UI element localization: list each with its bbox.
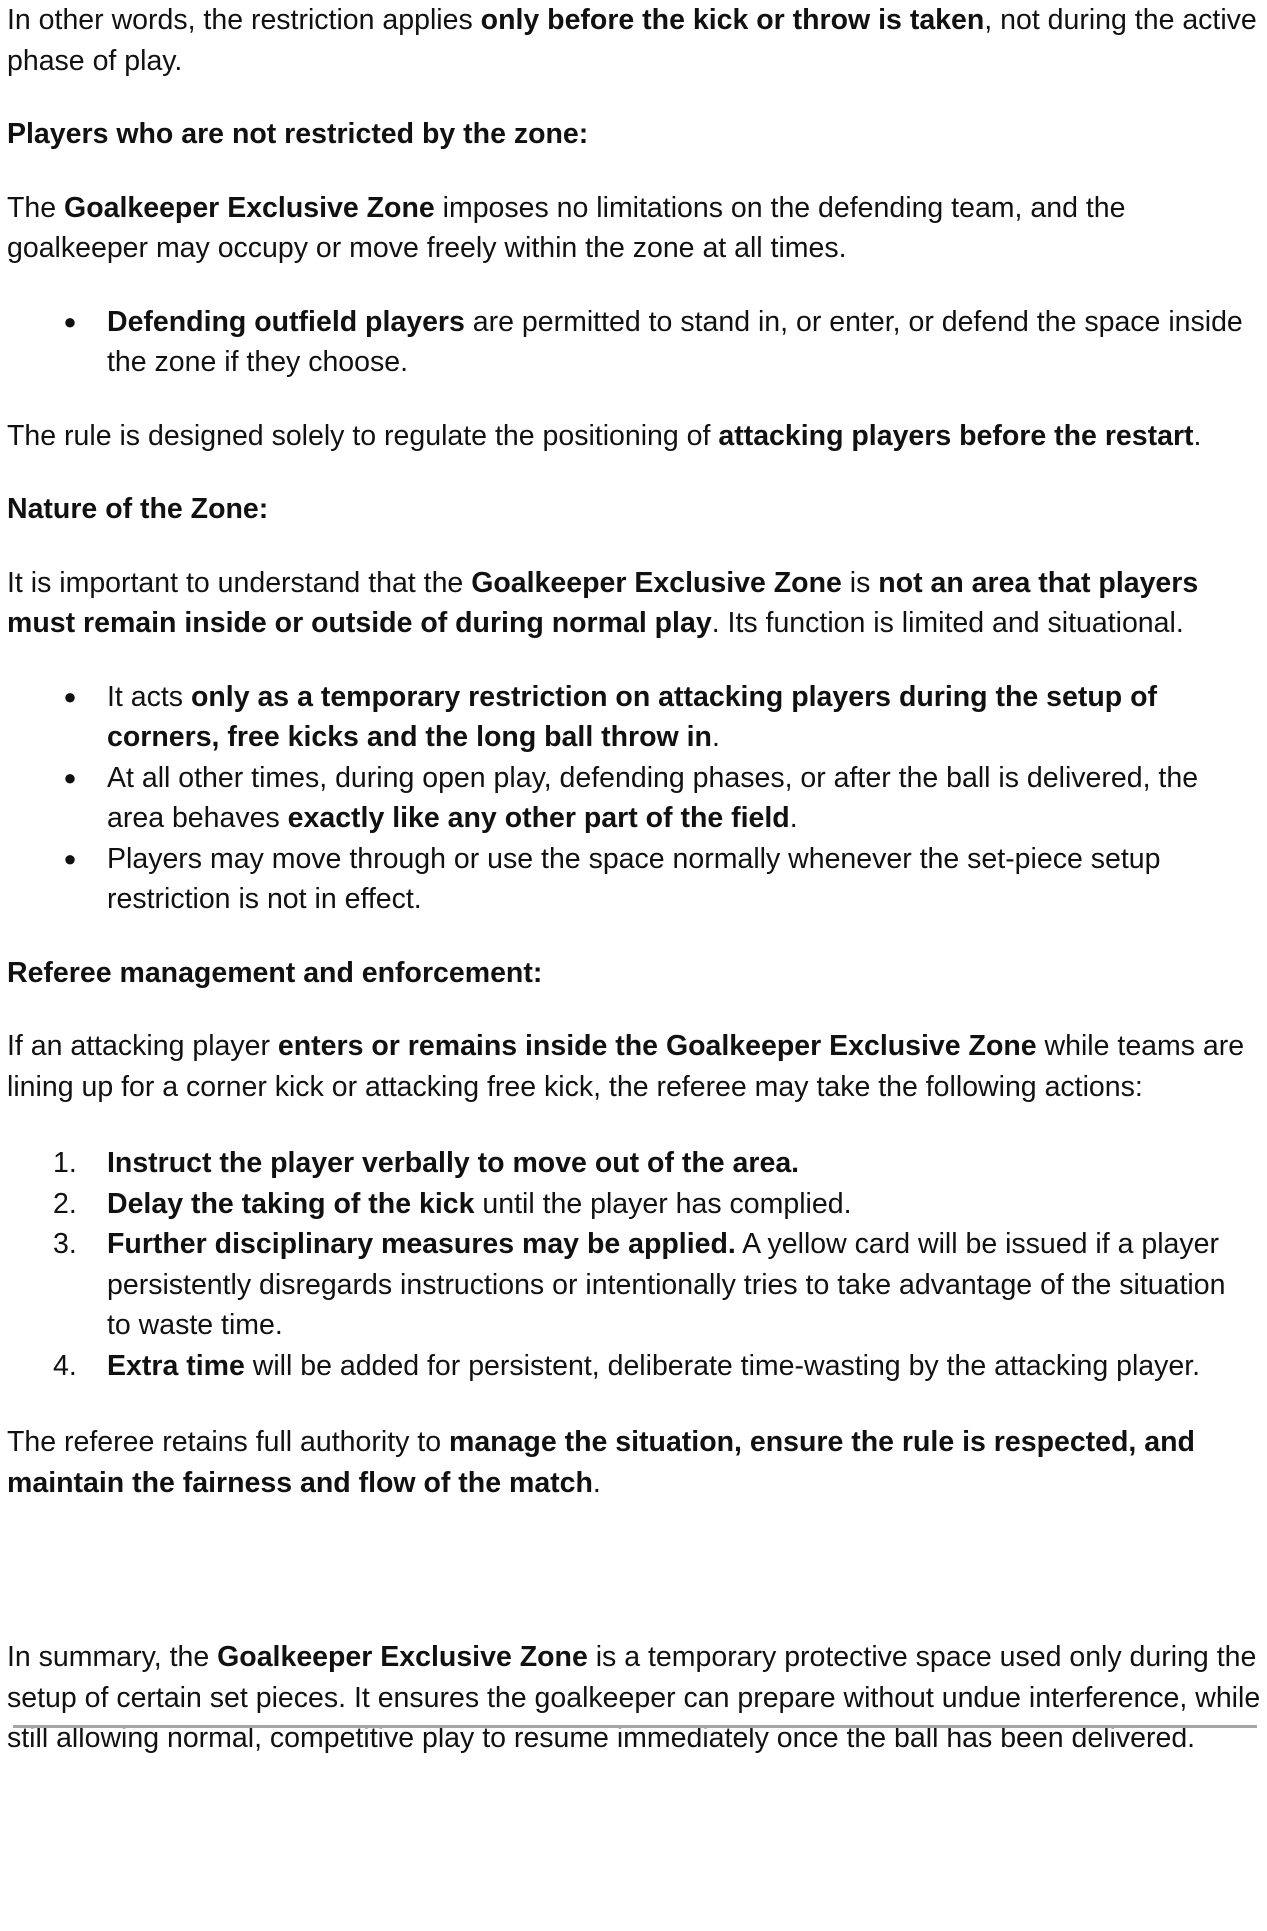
list-number: 2. [53, 1187, 77, 1220]
bold-text: Delay the taking of the kick [107, 1187, 475, 1220]
text: imposes no limitations on the defending team, and the goalkeeper may occupy or move freely within the zone at all times. [7, 191, 1126, 264]
list-number: 4. [53, 1349, 77, 1382]
text: It is important to understand that the [7, 566, 472, 599]
text: while teams are lining up for a corner kick or attacking free kick, the referee may take the following actions: [7, 1030, 1245, 1103]
bold-text: Further disciplinary measures may be applied. [107, 1228, 736, 1260]
text: . [789, 802, 798, 834]
paragraph-rule-purpose [7, 416, 1262, 457]
list-item [7, 302, 1262, 383]
text: Players may move through or use the space normally whenever the set-piece setup restriction is not in effect. [107, 842, 1161, 915]
text: At all other times, during open play, defending phases, or after the ball is delivered, the area behaves [107, 761, 1199, 834]
paragraph-no-limitations [7, 188, 1262, 269]
text: are permitted to stand in, or enter, or defend the space inside the zone if they choose. [107, 305, 1243, 378]
bold-text: Instruct the player verbally to move out of the area. [107, 1147, 800, 1179]
horizontal-divider [13, 1725, 1257, 1728]
bold-text: exactly like any other part of the field [287, 802, 790, 834]
heading-text: Players who are not restricted by the zone: [7, 118, 589, 150]
text: , not during the active phase of play. [7, 4, 1257, 77]
bold-text: manage the situation, ensure the rule is respected, and maintain the fairness and flow of the match [7, 1426, 1195, 1499]
bold-text: only before the kick or throw is taken [480, 4, 985, 36]
heading-text: Referee management and enforcement: [7, 956, 543, 989]
text: The rule is designed solely to regulate the positioning of [7, 419, 719, 452]
bold-text: Defending outfield players [107, 305, 465, 338]
bold-text: attacking players before the restart [718, 419, 1194, 452]
bullet-icon: ● [63, 683, 77, 709]
text: until the player has complied. [474, 1187, 852, 1220]
text: In other words, the restriction applies [7, 4, 481, 36]
paragraph-referee-actions-intro [7, 1026, 1262, 1107]
bold-text: not an area that players must remain inside or outside of during normal play [7, 566, 1199, 639]
list-number: 1. [53, 1147, 77, 1179]
bold-text: enters or remains inside the Goalkeeper Exclusive Zone [277, 1030, 1037, 1062]
heading-text: Nature of the Zone: [7, 493, 269, 525]
list-item [7, 1346, 1262, 1387]
text: . [1193, 419, 1202, 452]
bullet-icon: ● [63, 308, 77, 334]
heading-referee-management [7, 953, 1262, 994]
bold-text: Extra time [107, 1349, 245, 1382]
bold-text: only as a temporary restriction on attacking players during the setup of corners, free kicks and the long ball throw in [107, 680, 1158, 753]
list-item [7, 839, 1262, 920]
text: The [7, 191, 65, 224]
list-item [7, 1184, 1262, 1225]
list-item [7, 1143, 1262, 1184]
text: It acts [107, 680, 191, 713]
text: A yellow card will be issued if a player persistently disregards instructions or intentionally tries to take advantage of the situation to waste time. [107, 1228, 1226, 1341]
text: . Its function is limited and situational. [711, 607, 1184, 639]
paragraph-restriction-timing [7, 0, 1262, 81]
text: is a temporary protective space used only during the setup of certain set pieces. It ensures the goalkeeper can prepare without undue interference, while still allowing normal, competitive play to resume immediately once the ball has been delivered. [7, 1641, 1261, 1754]
text: In summary, the [7, 1641, 218, 1673]
bold-text: Goalkeeper Exclusive Zone [217, 1641, 588, 1673]
text: will be added for persistent, deliberate time-wasting by the attacking player. [244, 1349, 1201, 1382]
document-body [7, 0, 1262, 1759]
bullet-list-defending [7, 302, 1262, 383]
text: . [711, 721, 720, 753]
list-number: 3. [53, 1228, 77, 1260]
heading-players-not-restricted [7, 114, 1262, 155]
bold-text: Goalkeeper Exclusive Zone [64, 191, 435, 224]
numbered-list-referee-actions [7, 1143, 1262, 1386]
text: The referee retains full authority to [7, 1426, 449, 1458]
text: If an attacking player [7, 1030, 278, 1062]
bullet-icon: ● [63, 845, 77, 871]
bullet-icon: ● [63, 764, 77, 790]
paragraph-referee-authority [7, 1422, 1262, 1503]
list-item [7, 1224, 1262, 1346]
text: . [592, 1466, 601, 1499]
paragraph-summary [7, 1637, 1262, 1759]
text: is [841, 566, 879, 599]
heading-nature-of-zone [7, 489, 1262, 530]
list-item [7, 758, 1262, 839]
bold-text: Goalkeeper Exclusive Zone [471, 566, 842, 599]
list-item [7, 677, 1262, 758]
bullet-list-zone-nature [7, 677, 1262, 920]
paragraph-zone-function [7, 563, 1262, 644]
